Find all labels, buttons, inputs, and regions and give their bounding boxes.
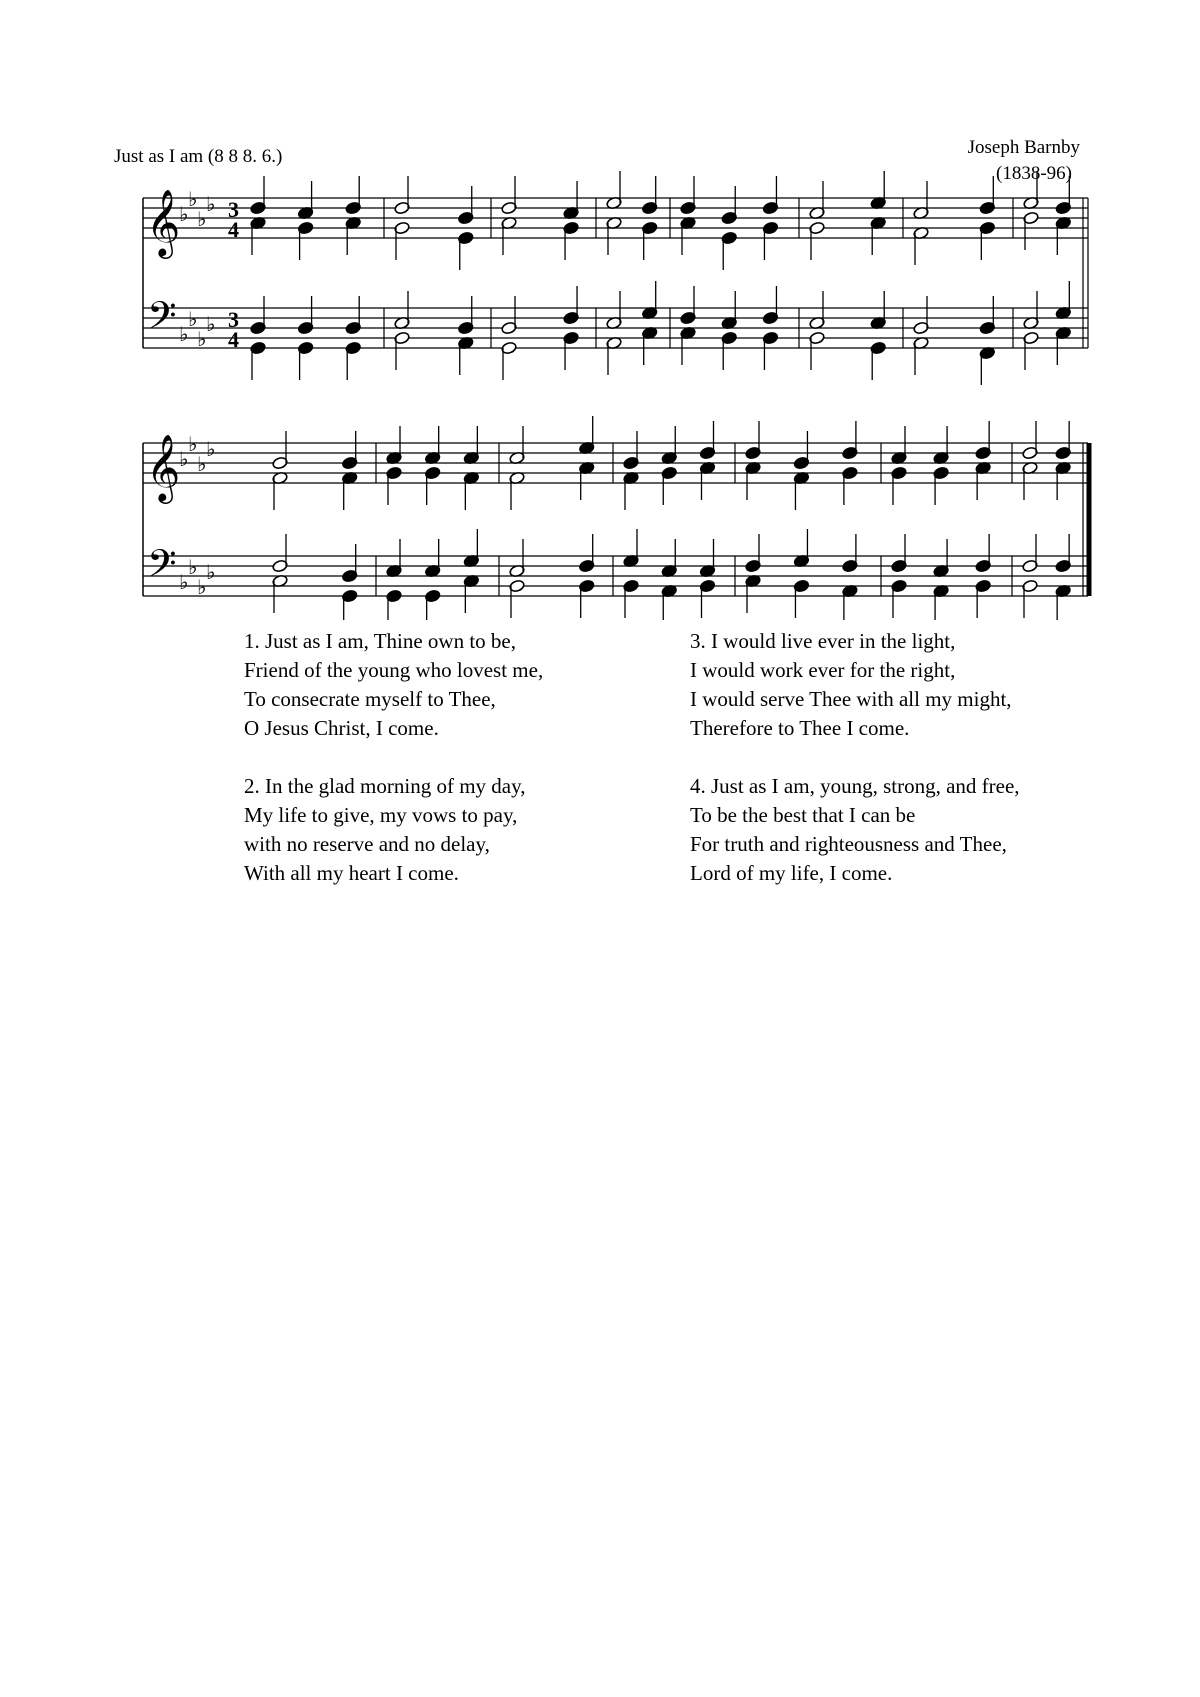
flat-sign: ♭ <box>179 322 189 346</box>
verse-line: With all my heart I come. <box>244 861 459 885</box>
time-signature-top: 3 <box>228 197 239 222</box>
flat-sign: ♭ <box>197 207 207 231</box>
flat-sign: ♭ <box>179 202 189 226</box>
flat-sign: ♭ <box>188 307 198 331</box>
flat-sign: ♭ <box>206 192 216 216</box>
treble-clef: 𝄞 <box>146 188 181 256</box>
time-signature-bottom: 4 <box>228 327 239 352</box>
verse-line: 4. Just as I am, young, strong, and free, <box>690 774 1020 798</box>
verse-line: I would work ever for the right, <box>690 658 956 682</box>
verse-line: 2. In the glad morning of my day, <box>244 774 526 798</box>
verse-line: Friend of the young who lovest me, <box>244 658 544 682</box>
verse-line: O Jesus Christ, I come. <box>244 716 439 740</box>
flat-sign: ♭ <box>206 560 216 584</box>
composer-dates: (1838-96) <box>996 163 1072 184</box>
bass-clef: 𝄢 <box>147 293 177 347</box>
flat-sign: ♭ <box>179 447 189 471</box>
verse-line: with no reserve and no delay, <box>244 832 490 856</box>
time-signature-bottom: 4 <box>228 217 239 242</box>
verse-line: Therefore to Thee I come. <box>690 716 910 740</box>
flat-sign: ♭ <box>197 327 207 351</box>
verse-line: To consecrate myself to Thee, <box>244 687 496 711</box>
flat-sign: ♭ <box>179 570 189 594</box>
verse-line: 3. I would live ever in the light, <box>690 629 956 653</box>
flat-sign: ♭ <box>197 452 207 476</box>
verse-line: My life to give, my vows to pay, <box>244 803 518 827</box>
verse-line: To be the best that I can be <box>690 803 916 827</box>
flat-sign: ♭ <box>206 437 216 461</box>
verse-line: Lord of my life, I come. <box>690 861 893 885</box>
verse-1 <box>244 627 543 743</box>
music-score <box>0 0 1200 620</box>
hymn-title: Just as I am (8 8 8. 6.) <box>114 146 283 167</box>
time-signature-top: 3 <box>228 307 239 332</box>
verse-line: For truth and righteousness and Thee, <box>690 832 1007 856</box>
bass-clef: 𝄢 <box>147 541 177 595</box>
flat-sign: ♭ <box>188 432 198 456</box>
flat-sign: ♭ <box>188 187 198 211</box>
verse-line: 1. Just as I am, Thine own to be, <box>244 629 516 653</box>
verse-4 <box>690 772 1020 888</box>
verse-2 <box>244 772 526 888</box>
treble-clef: 𝄞 <box>146 433 181 501</box>
composer-name: Joseph Barnby <box>967 137 1080 158</box>
flat-sign: ♭ <box>188 555 198 579</box>
flat-sign: ♭ <box>206 312 216 336</box>
flat-sign: ♭ <box>197 575 207 599</box>
verse-3 <box>690 627 1012 743</box>
verse-line: I would serve Thee with all my might, <box>690 687 1012 711</box>
